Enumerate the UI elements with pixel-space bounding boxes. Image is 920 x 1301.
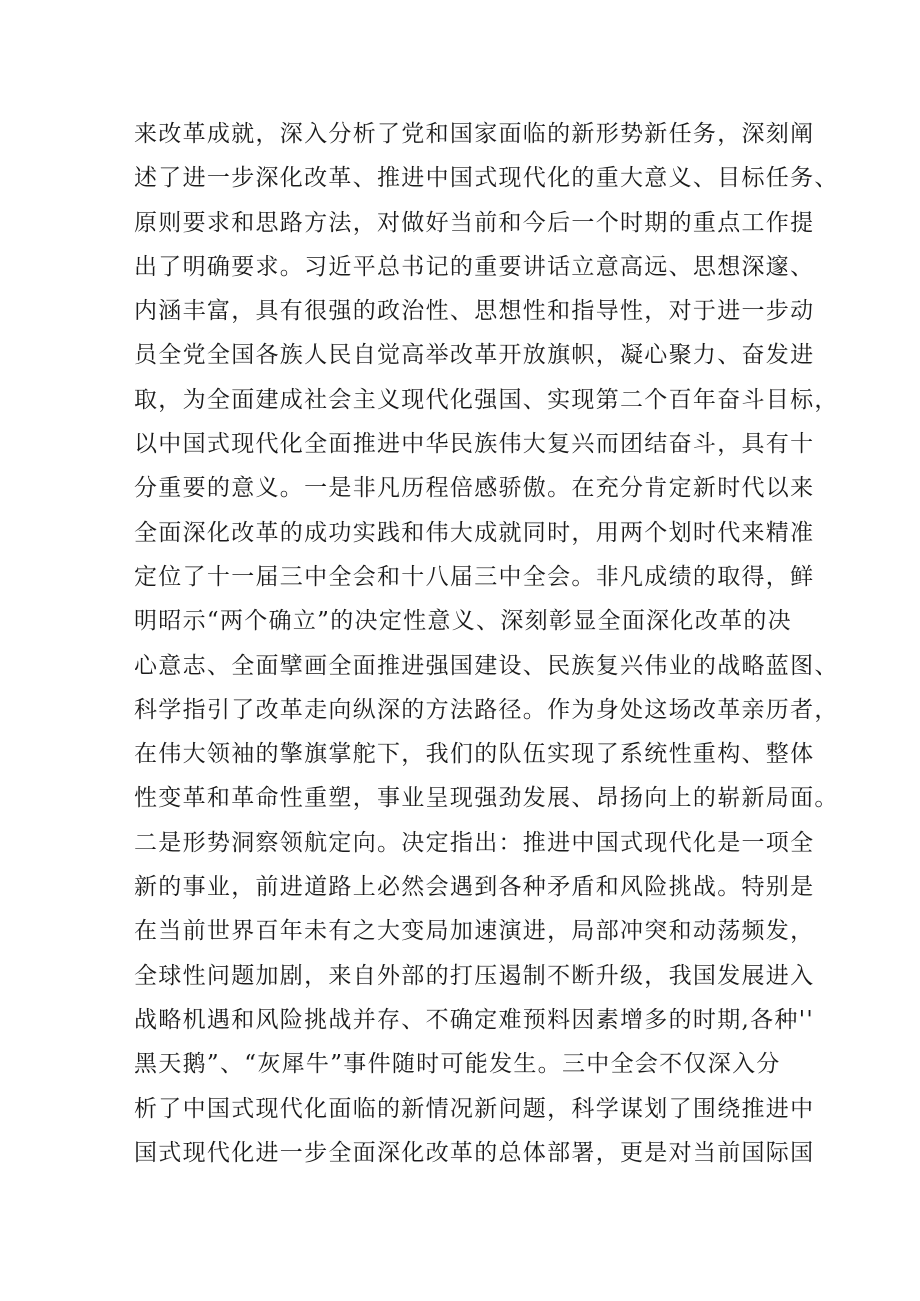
text-line: 心意志、全面擘画全面推进强国建设、民族复兴伟业的战略蓝图、 xyxy=(134,652,839,679)
text-line: 在伟大领袖的擎旗掌舵下，我们的队伍实现了系统性重构、整体 xyxy=(134,741,815,768)
text-line: 出了明确要求。习近平总书记的重要讲话立意高远、思想深邃、 xyxy=(134,253,815,280)
body-paragraph xyxy=(134,112,839,1175)
text-line: 原则要求和思路方法，对做好当前和今后一个时期的重点工作提 xyxy=(134,209,815,236)
text-line: 新的事业，前进道路上必然会遇到各种矛盾和风险挑战。特别是 xyxy=(134,874,815,901)
text-line: 在当前世界百年未有之大变局加速演进，局部冲突和动荡频发， xyxy=(134,918,815,945)
text-line: 取，为全面建成社会主义现代化强国、实现第二个百年奋斗目标， xyxy=(134,386,839,413)
text-line: 全面深化改革的成功实践和伟大成就同时，用两个划时代来精准 xyxy=(134,519,815,546)
text-line: 全球性问题加剧，来自外部的打压遏制不断升级，我国发展进入 xyxy=(134,962,815,989)
text-line: 来改革成就，深入分析了党和国家面临的新形势新任务，深刻阐 xyxy=(134,121,815,147)
text-line: 分重要的意义。一是非凡历程倍感骄傲。在充分肯定新时代以来 xyxy=(134,475,815,502)
text-line: 员全党全国各族人民自觉高举改革开放旗帜，凝心聚力、奋发进 xyxy=(134,342,815,369)
text-line: 以中国式现代化全面推进中华民族伟大复兴而团结奋斗，具有十 xyxy=(134,431,815,458)
text-line: 析了中国式现代化面临的新情况新问题，科学谋划了围绕推进中 xyxy=(134,1095,815,1122)
text-line: 定位了十一届三中全会和十八届三中全会。非凡成绩的取得，鲜 xyxy=(134,563,815,590)
text-line: 战略机遇和风险挑战并存、不确定难预料因素增多的时期,各种'' xyxy=(134,1006,814,1033)
text-line: 性变革和革命性重塑，事业呈现强劲发展、昂扬向上的崭新局面。 xyxy=(134,785,839,812)
text-line: 二是形势洞察领航定向。决定指出：推进中国式现代化是一项全 xyxy=(134,829,815,856)
text-line: 黑天鹅”、“灰犀牛”事件随时可能发生。三中全会不仅深入分 xyxy=(134,1051,781,1078)
text-line: 科学指引了改革走向纵深的方法路径。作为身处这场改革亲历者， xyxy=(134,696,839,723)
text-line: 国式现代化进一步全面深化改革的总体部署，更是对当前国际国 xyxy=(134,1139,815,1166)
text-line: 明昭示“两个确立”的决定性意义、深刻彰显全面深化改革的决 xyxy=(134,608,792,635)
text-line: 述了进一步深化改革、推进中国式现代化的重大意义、目标任务、 xyxy=(134,165,839,192)
text-line: 内涵丰富，具有很强的政治性、思想性和指导性，对于进一步动 xyxy=(134,298,815,325)
